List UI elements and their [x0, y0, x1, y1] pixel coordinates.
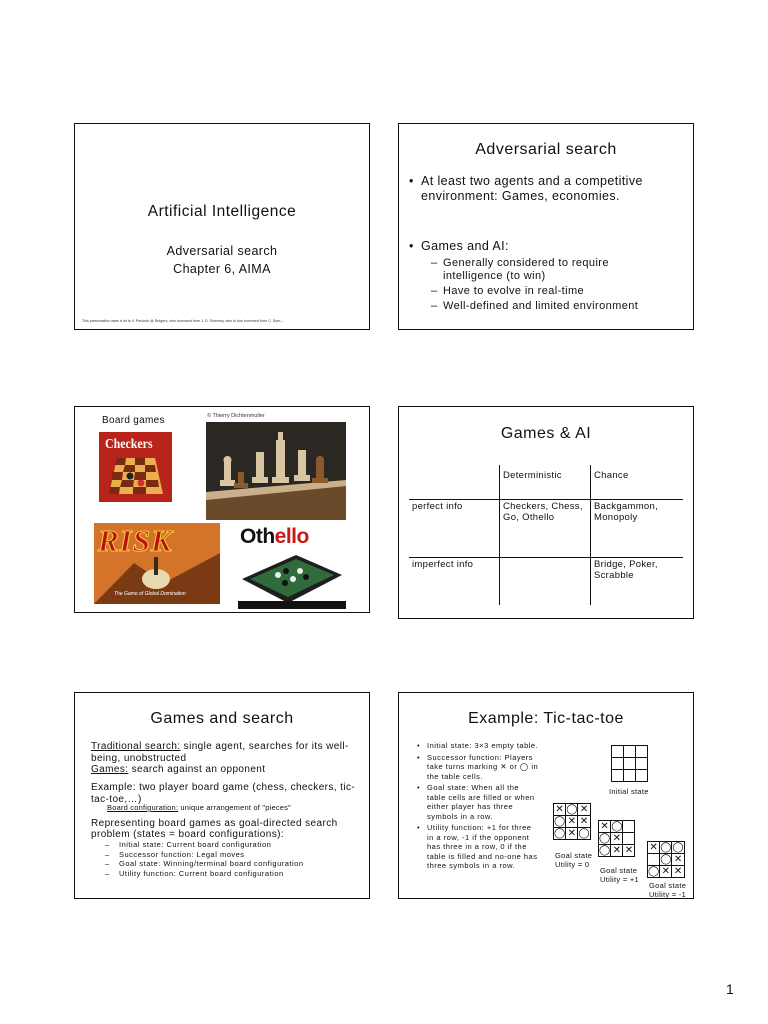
cell: ✕	[673, 866, 683, 877]
othello-box-image	[238, 525, 346, 609]
slide2-subbullets	[431, 257, 671, 313]
slide2-sub-1: – Generally considered to require intelligence (to win)	[431, 257, 671, 283]
row-label-perfect-info: perfect info	[412, 501, 463, 512]
cell	[612, 746, 624, 758]
slide6-bullet-initial: • Initial state: 3×3 empty table.	[417, 741, 539, 751]
table-vline-1	[499, 465, 500, 605]
col-header-deterministic: Deterministic	[503, 470, 562, 481]
cell: ✕	[600, 821, 609, 832]
cell	[636, 770, 648, 782]
slide1-subtitle-2: Chapter 6, AIMA	[173, 262, 271, 276]
cell: ✕	[579, 816, 589, 827]
slide-games-and-search	[74, 692, 370, 899]
cell	[623, 833, 635, 845]
traditional-search-desc: single agent, searches for its well-being, unobstructed	[91, 741, 349, 764]
table-hline-2	[409, 557, 683, 558]
table-vline-2	[590, 465, 591, 605]
cell-imperfect-chance: Bridge, Poker, Scrabble	[594, 559, 658, 581]
board-config-term: Board configuration:	[107, 803, 179, 812]
slide6-bullet-utility: • Utility function: +1 for three in a row, -1 if the opponent has three in a row, 0 if the table is filled and no-one has three symbols in a row.	[417, 823, 539, 871]
cell: ✕	[555, 804, 564, 815]
slide5-item-3: – Goal state: Winning/terminal board configuration	[105, 859, 355, 869]
cell: ✕	[673, 854, 683, 865]
cell: ◯	[554, 828, 566, 839]
goal-2-utility: Utility = +1	[600, 875, 640, 884]
othello-logo-ello: ello	[274, 525, 309, 548]
traditional-search-term: Traditional search:	[91, 741, 181, 752]
checkerboard-graphic	[103, 452, 169, 498]
slide2-bullets-2	[409, 239, 684, 254]
games-desc: search against an opponent	[128, 764, 266, 775]
slide2-sub-3: – Well-defined and limited environment	[431, 300, 671, 313]
slide4-title: Games & AI	[500, 425, 592, 442]
risk-logo: RISK	[98, 523, 173, 558]
slide6-bullet-goal: • Goal state: When all the table cells are filled or when either player has three symbols in a row.	[417, 783, 539, 821]
slide5-para-3-sub	[107, 803, 291, 812]
slide6-title: Example: Tic-tac-toe	[468, 710, 624, 727]
othello-logo-oth: Oth	[240, 525, 275, 548]
cell-perfect-deterministic: Checkers, Chess, Go, Othello	[503, 501, 583, 523]
othello-logo	[240, 525, 309, 549]
slide5-para-1	[91, 741, 356, 764]
slide5-items	[105, 840, 355, 878]
cell	[648, 854, 660, 866]
cell	[624, 770, 636, 782]
cell: ◯	[566, 804, 578, 815]
cell: ✕	[579, 804, 589, 815]
cell	[612, 758, 624, 770]
checkers-logo: Checkers	[105, 437, 153, 452]
goal-3-label: Goal state	[649, 881, 687, 890]
cell: ✕	[624, 845, 634, 856]
chess-graphic	[206, 422, 346, 520]
initial-state-label: Initial state	[609, 787, 649, 796]
slide-board-games	[74, 406, 370, 613]
slide6-bullet-successor: • Successor function: Players take turns marking ✕ or ◯ in the table cells.	[417, 753, 539, 782]
cell	[624, 746, 636, 758]
goal-1-utility: Utility = 0	[555, 860, 590, 869]
slide1-title: Artificial Intelligence	[147, 203, 297, 220]
slide-games-and-ai	[398, 406, 694, 619]
slide2-title: Adversarial search	[475, 141, 617, 158]
board-config-desc: unique arrangement of "pieces"	[178, 803, 291, 812]
slide2-bullet-2: • Games and AI:	[409, 239, 684, 254]
slide-title	[74, 123, 370, 330]
page-number: 1	[726, 981, 734, 997]
goal-1-label: Goal state	[555, 851, 593, 860]
chess-photo	[206, 422, 346, 520]
cell	[612, 770, 624, 782]
slide2-sub-2: – Have to evolve in real-time	[431, 285, 671, 298]
cell: ✕	[649, 842, 658, 853]
checkers-box-image	[99, 432, 172, 502]
slide5-title: Games and search	[150, 710, 294, 727]
slide5-para-4: Representing board games as goal-directed search problem (states = board configurations):	[91, 818, 338, 840]
othello-board-graphic	[238, 549, 346, 609]
cell: ✕	[612, 833, 621, 844]
cell: ✕	[661, 866, 670, 877]
cell: ◯	[599, 845, 611, 856]
slide5-para-3: Example: two player board game (chess, checkers, tic-tac-toe,…)	[91, 782, 356, 805]
cell	[636, 758, 648, 770]
slide3-label: Board games	[102, 415, 165, 426]
photo-credit: © Thierry Dichtenmuller	[207, 413, 265, 419]
slide2-bullets	[409, 174, 684, 204]
slide2-bullet-1: • At least two agents and a competitive environment: Games, economies.	[409, 174, 684, 204]
slide5-item-1: – Initial state: Current board configuration	[105, 840, 355, 850]
initial-state-board	[611, 745, 648, 782]
slide-adversarial-search	[398, 123, 694, 330]
cell: ◯	[599, 833, 611, 844]
goal-board-1	[553, 803, 591, 840]
cell: ◯	[648, 866, 660, 877]
cell: ◯	[554, 816, 566, 827]
slide-tic-tac-toe	[398, 692, 694, 899]
goal-board-2	[598, 820, 635, 857]
cell: ✕	[567, 816, 576, 827]
cell-perfect-chance: Backgammon, Monopoly	[594, 501, 659, 523]
slide5-item-4: – Utility function: Current board configuration	[105, 869, 355, 879]
cell: ◯	[672, 842, 684, 853]
slide5-para-2	[91, 764, 356, 776]
table-hline-1	[409, 499, 683, 500]
cell	[623, 821, 635, 833]
goal-board-3	[647, 841, 685, 878]
cell: ◯	[578, 828, 590, 839]
cell: ◯	[611, 821, 623, 832]
cell	[624, 758, 636, 770]
row-label-imperfect-info: imperfect info	[412, 559, 474, 570]
cell: ◯	[660, 842, 672, 853]
risk-box-image	[94, 523, 220, 604]
cell: ✕	[567, 828, 576, 839]
cell	[636, 746, 648, 758]
cell: ✕	[612, 845, 621, 856]
slide1-subtitle-1: Adversarial search	[166, 244, 278, 258]
slide5-item-2: – Successor function: Legal moves	[105, 850, 355, 860]
goal-2-label: Goal state	[600, 866, 638, 875]
risk-tagline: The Game of Global Domination	[114, 591, 186, 597]
slide6-bullets	[417, 741, 539, 873]
col-header-chance: Chance	[594, 470, 629, 481]
games-term: Games:	[91, 764, 129, 775]
goal-3-utility: Utility = -1	[649, 890, 687, 899]
cell: ◯	[660, 854, 672, 865]
slide1-footnote: This presentation owes a lot to V. Pavlovic @ Rutgers, who borrowed from J. D. Skrentny, who in turn borrowed from C. Dyer,...	[82, 319, 285, 323]
